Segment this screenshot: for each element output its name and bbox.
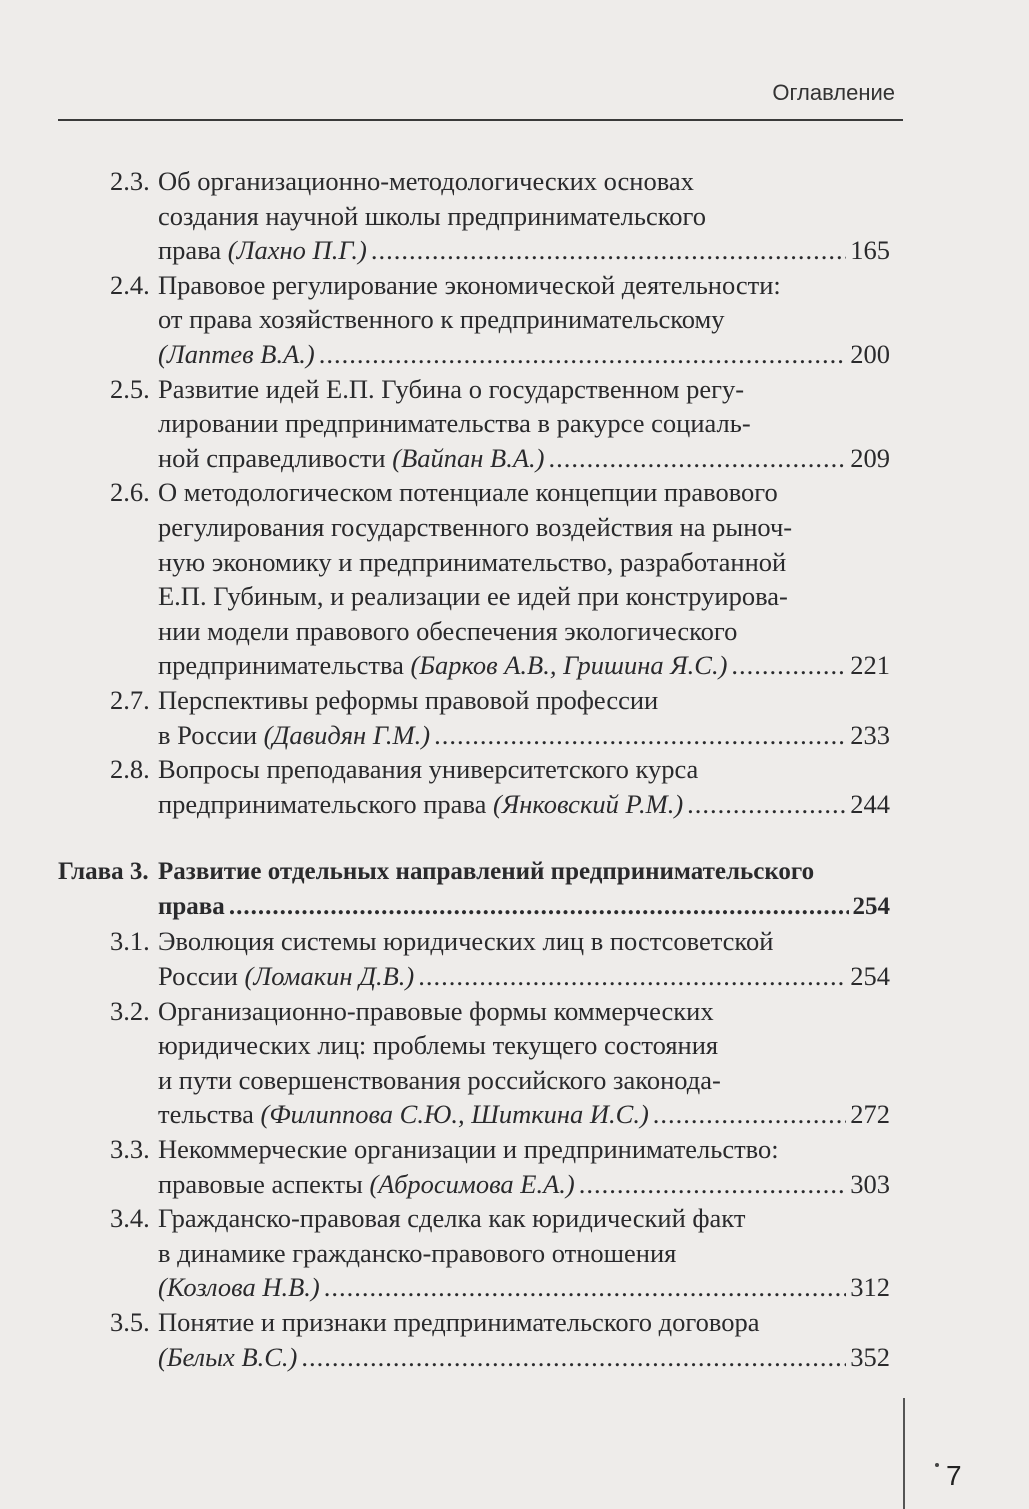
page-number: 7 xyxy=(946,1460,962,1491)
entry-title-line: лировании предпринимательства в ракурсе социаль- xyxy=(158,408,751,439)
chapter-page-number: 254 xyxy=(852,892,890,920)
toc-entry xyxy=(58,752,890,821)
entry-author: (Лаптев В.А.) xyxy=(158,338,315,369)
entry-title-end: России xyxy=(158,961,245,992)
entry-number: 2.3. xyxy=(110,166,150,196)
entry-author: (Белых В.С.) xyxy=(158,1341,298,1372)
entry-last-line xyxy=(158,1270,890,1305)
toc-entry xyxy=(58,1132,890,1201)
entry-last-line xyxy=(158,441,890,476)
entry-last-line xyxy=(158,1167,890,1202)
entry-page-number: 221 xyxy=(850,650,890,681)
entry-title-end: предпринимательства xyxy=(158,650,411,681)
entry-title-line: Эволюция системы юридических лиц в постсоветской xyxy=(158,926,774,957)
entry-title-line: Е.П. Губиным, и реализации ее идей при конструирова- xyxy=(158,581,788,612)
entry-number: 3.5. xyxy=(110,1307,150,1337)
entry-page-number: 272 xyxy=(850,1099,890,1130)
dot-leader xyxy=(731,648,846,683)
entry-author: (Вайпан В.А.) xyxy=(392,442,545,473)
entry-author: (Филиппова С.Ю., Шиткина И.С.) xyxy=(260,1099,649,1130)
entry-number: 2.4. xyxy=(110,269,150,300)
entry-author: (Лахно П.Г.) xyxy=(227,235,367,266)
entry-number: 2.5. xyxy=(110,373,150,404)
entry-title-line: Развитие идей Е.П. Губина о государственном регу- xyxy=(158,373,745,404)
entry-title-line: Организационно-правовые формы коммерческих xyxy=(158,995,714,1026)
toc-entry xyxy=(58,164,890,268)
toc-entry xyxy=(58,1201,890,1305)
entry-author: (Барков А.В., Гришина Я.С.) xyxy=(410,650,728,681)
entry-title-end: тельства xyxy=(158,1099,261,1130)
entry-last-line xyxy=(158,337,890,372)
toc-entry xyxy=(58,475,890,683)
toc-entry xyxy=(58,372,890,476)
dot-leader xyxy=(579,1167,847,1202)
entry-title-line: создания научной школы предпринимательского xyxy=(158,200,706,231)
entry-last-line xyxy=(158,1340,890,1375)
entry-page-number: 352 xyxy=(850,1341,890,1372)
entry-number: 3.2. xyxy=(110,995,150,1026)
dot-leader xyxy=(301,1340,846,1375)
toc-entry xyxy=(58,1305,890,1374)
header-rule xyxy=(58,119,903,121)
entry-page-number: 312 xyxy=(850,1272,890,1303)
entry-number: 3.4. xyxy=(110,1203,150,1234)
dot-leader xyxy=(371,233,846,268)
entry-title-line: Правовое регулирование экономической деятельности: xyxy=(158,269,781,300)
entry-last-line xyxy=(158,959,890,994)
toc-group-chapter-3 xyxy=(58,924,890,1374)
entry-page-number: 165 xyxy=(850,235,890,266)
dot-leader xyxy=(229,890,849,925)
entry-title-line: в динамике гражданско-правового отношения xyxy=(158,1237,677,1268)
entry-title-line: и пути совершенствования российского законода- xyxy=(158,1064,721,1095)
entry-title-line: ную экономику и предпринимательство, разработанной xyxy=(158,546,787,577)
dot-leader xyxy=(324,1270,847,1305)
entry-title-line: Понятие и признаки предпринимательского договора xyxy=(158,1307,760,1337)
entry-author: (Козлова Н.В.) xyxy=(158,1272,320,1303)
entry-number: 2.7. xyxy=(110,684,150,715)
entry-last-line xyxy=(158,233,890,268)
dot-leader xyxy=(434,718,846,753)
folio-dot xyxy=(935,1463,939,1467)
entry-author: (Абросимова Е.А.) xyxy=(369,1168,575,1199)
folio-rule xyxy=(903,1398,905,1509)
dot-leader xyxy=(548,441,846,476)
chapter-title-last-line xyxy=(158,890,890,925)
entry-title-line: Перспективы реформы правовой профессии xyxy=(158,684,659,715)
toc-group-chapter-2 xyxy=(58,164,890,821)
dot-leader xyxy=(319,337,847,372)
entry-title-line: Гражданско-правовая сделка как юридический факт xyxy=(158,1203,746,1234)
entry-title-line: юридических лиц: проблемы текущего состояния xyxy=(158,1030,719,1061)
entry-last-line xyxy=(158,1097,890,1132)
chapter-heading xyxy=(58,855,890,924)
dot-leader xyxy=(418,959,846,994)
entry-page-number: 200 xyxy=(850,338,890,369)
entry-title-end: предпринимательского права xyxy=(158,788,493,819)
entry-page-number: 303 xyxy=(850,1168,890,1199)
entry-title-end: правовые аспекты xyxy=(158,1168,370,1199)
entry-number: 2.6. xyxy=(110,477,150,508)
entry-title-line: Об организационно-методологических основах xyxy=(158,166,694,196)
entry-title-line: нии модели правового обеспечения экологического xyxy=(158,615,738,646)
entry-page-number: 209 xyxy=(850,442,890,473)
toc-entry xyxy=(58,683,890,752)
entry-title-line: О методологическом потенциале концепции правового xyxy=(158,477,778,508)
entry-title-line: от права хозяйственного к предпринимательскому xyxy=(158,304,725,335)
entry-title-end: в России xyxy=(158,719,264,750)
toc-entry xyxy=(58,924,890,993)
table-of-contents xyxy=(58,164,890,1374)
entry-number: 3.3. xyxy=(110,1134,150,1165)
entry-number: 2.8. xyxy=(110,754,150,785)
chapter-number: Глава 3. xyxy=(58,858,149,886)
entry-title-end: права xyxy=(158,235,228,266)
entry-title-end: ной справедливости xyxy=(158,442,393,473)
entry-page-number: 244 xyxy=(850,788,890,819)
entry-page-number: 254 xyxy=(850,961,890,992)
entry-number: 3.1. xyxy=(110,926,150,957)
entry-author: (Давидян Г.М.) xyxy=(263,719,431,750)
entry-last-line xyxy=(158,648,890,683)
entry-title-line: Вопросы преподавания университетского курса xyxy=(158,754,699,785)
running-header: Оглавление xyxy=(772,80,895,105)
dot-leader xyxy=(653,1097,846,1132)
entry-title-line: Некоммерческие организации и предпринимательство: xyxy=(158,1134,779,1165)
entry-last-line xyxy=(158,787,890,822)
entry-page-number: 233 xyxy=(850,719,890,750)
toc-entry xyxy=(58,268,890,372)
chapter-title-end: права xyxy=(158,892,225,920)
toc-entry xyxy=(58,994,890,1132)
entry-title-line: регулирования государственного воздействия на рыноч- xyxy=(158,511,793,542)
dot-leader xyxy=(687,787,846,822)
chapter-title-line: Развитие отдельных направлений предпринимательского xyxy=(158,858,815,886)
entry-last-line xyxy=(158,718,890,753)
entry-author: (Янковский Р.М.) xyxy=(493,788,684,819)
entry-author: (Ломакин Д.В.) xyxy=(244,961,415,992)
